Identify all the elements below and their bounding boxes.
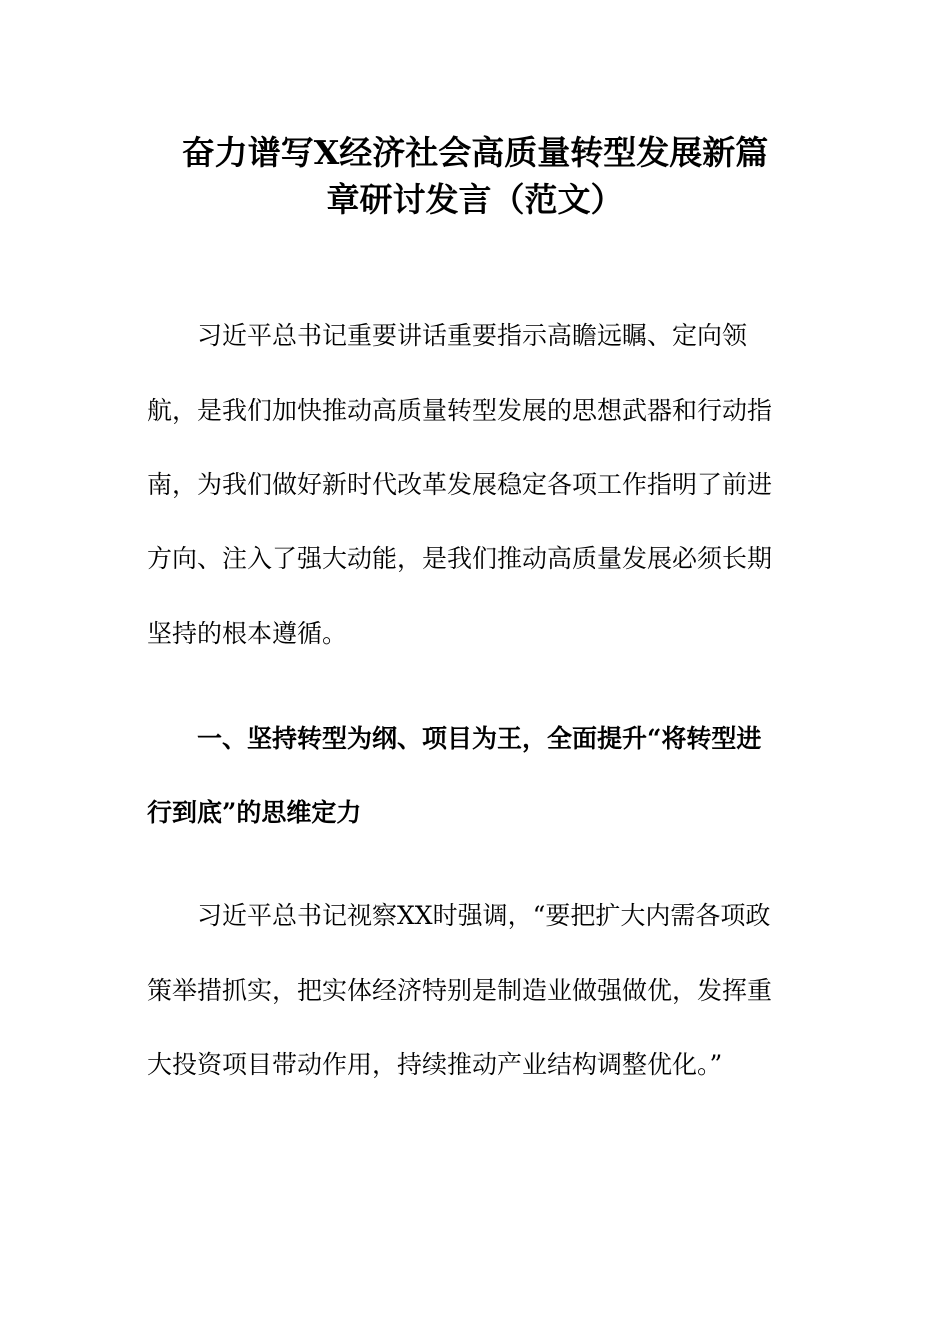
paragraph-1-line-2: 航，是我们加快推动高质量转型发展的思想武器和行动指 xyxy=(147,396,773,425)
paragraph-1-line-5: 坚持的根本遵循。 xyxy=(147,619,348,648)
paragraph-1-line-4: 方向、注入了强大动能，是我们推动高质量发展必须长期 xyxy=(147,544,773,573)
paragraph-1-line-3: 南，为我们做好新时代改革发展稳定各项工作指明了前进 xyxy=(147,470,773,499)
paragraph-2-line-1: 习近平总书记视察XX时强调，“要把扩大内需各项政 xyxy=(197,901,771,930)
section-heading-1-line-2: 行到底”的思维定力 xyxy=(147,798,362,827)
paragraph-2-line-2: 策举措抓实，把实体经济特别是制造业做强做优，发挥重 xyxy=(147,976,773,1005)
paragraph-1-line-1: 习近平总书记重要讲话重要指示高瞻远瞩、定向领 xyxy=(197,321,748,350)
document-title-line-1: 奋力谱写X经济社会高质量转型发展新篇 xyxy=(181,133,769,172)
section-heading-1-line-1: 一、坚持转型为纲、项目为王，全面提升“将转型进 xyxy=(197,724,762,753)
document-title-line-2: 章研讨发言（范文） xyxy=(326,180,624,219)
paragraph-2-line-3: 大投资项目带动作用，持续推动产业结构调整优化。” xyxy=(147,1050,723,1079)
